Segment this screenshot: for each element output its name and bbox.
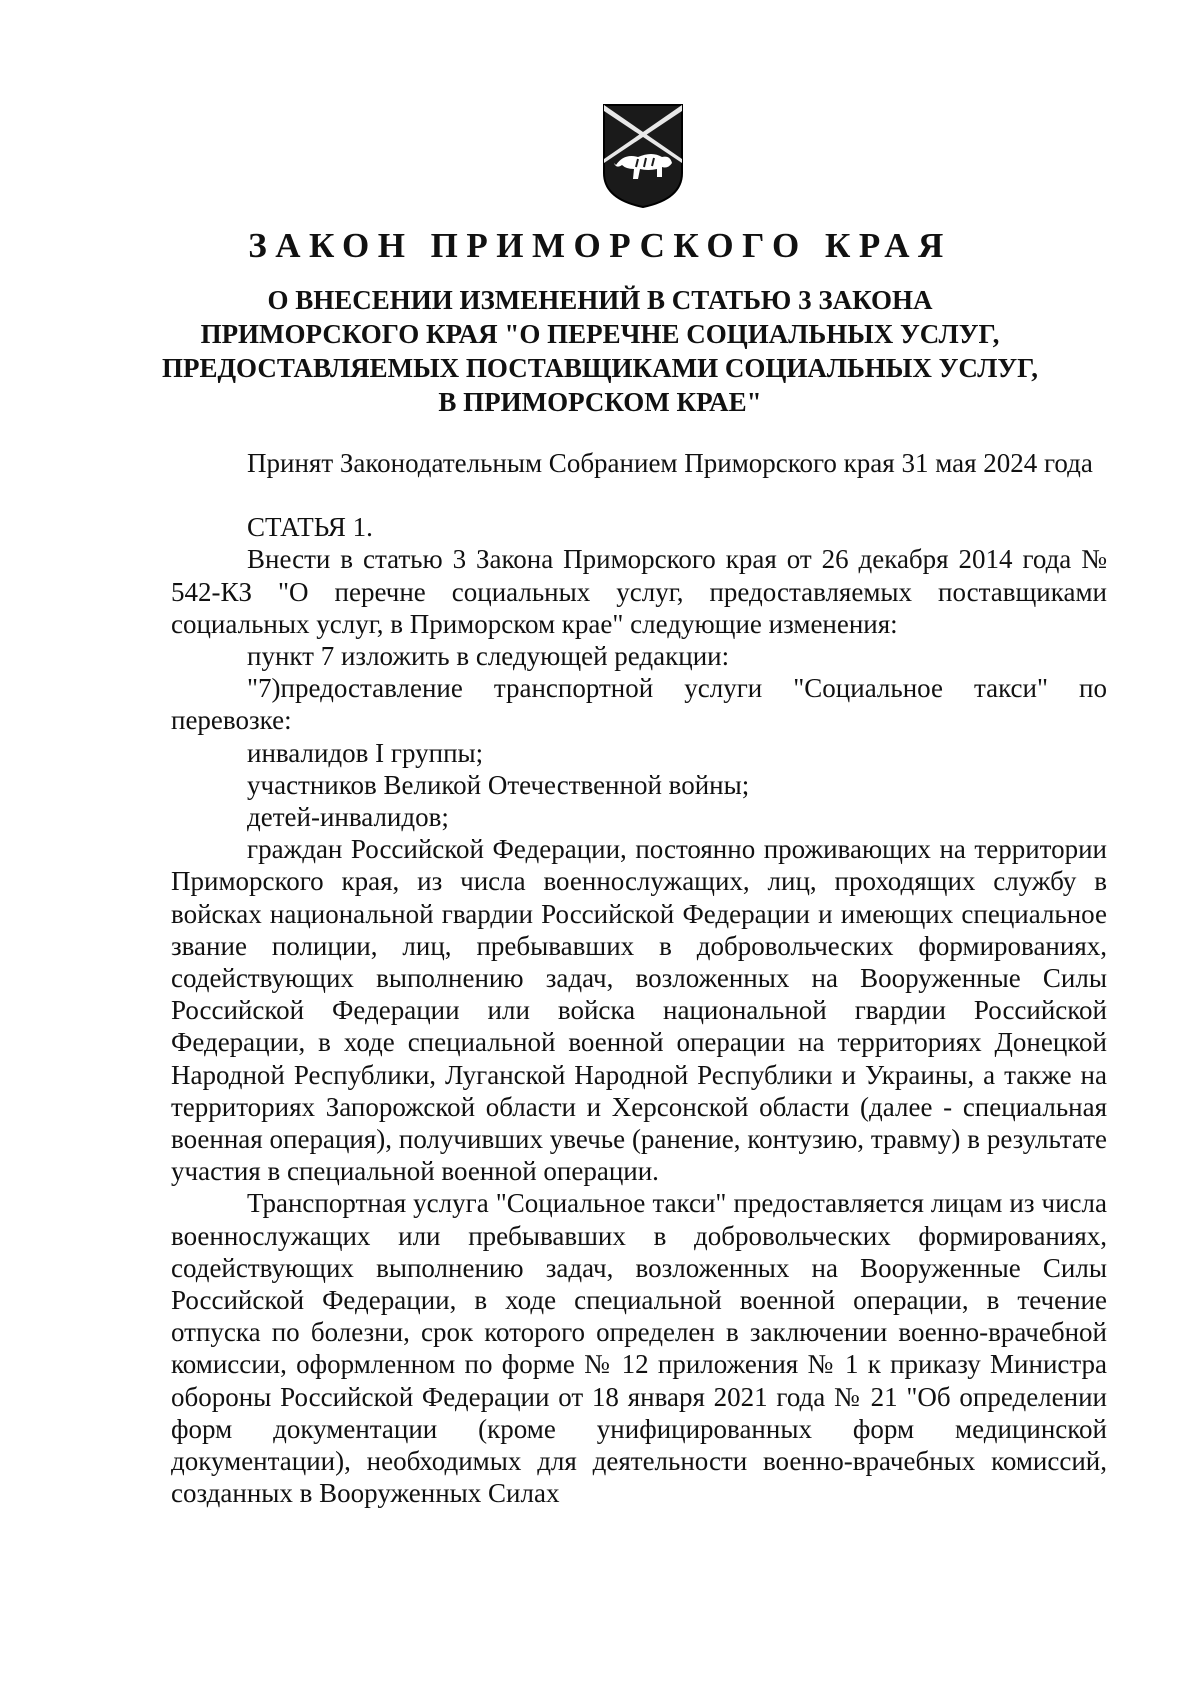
adoption-note: Принят Законодательным Собранием Приморского края 31 мая 2024 года bbox=[247, 448, 1093, 478]
subtitle-line: ПРИМОРСКОГО КРАЯ "О ПЕРЕЧНЕ СОЦИАЛЬНЫХ УСЛУГ, bbox=[200, 319, 1000, 349]
law-subtitle bbox=[150, 283, 1050, 419]
paragraph: пункт 7 изложить в следующей редакции: bbox=[247, 641, 730, 672]
list-item: инвалидов I группы; bbox=[247, 737, 484, 768]
law-title: ЗАКОН ПРИМОРСКОГО КРАЯ bbox=[248, 226, 952, 265]
list-item: участников Великой Отечественной войны; bbox=[247, 769, 750, 800]
primorsky-krai-coat-of-arms bbox=[602, 103, 684, 209]
article-heading: СТАТЬЯ 1. bbox=[247, 512, 373, 543]
paragraph: Внести в статью 3 Закона Приморского края от 26 декабря 2014 года № 542-КЗ "О перечне социальных услуг, предоставляемых поставщиками социальных услуг, в Приморском крае" следующие изменения: bbox=[171, 544, 1107, 639]
subtitle-line: В ПРИМОРСКОМ КРАЕ" bbox=[438, 387, 762, 417]
subtitle-line: ПРЕДОСТАВЛЯЕМЫХ ПОСТАВЩИКАМИ СОЦИАЛЬНЫХ УСЛУГ, bbox=[161, 353, 1039, 383]
list-item: граждан Российской Федерации, постоянно проживающих на территории Приморского края, из числа военнослужащих, лиц, проходящих службу в войсках национальной гвардии Российской Федерации и имеющих специальное звание полиции, лиц, пребывавших в добровольческих формированиях, содействующих выполнению задач, возложенных на Вооруженные Силы Российской Федерации или войска национальной гвардии Российской Федерации, в ходе специальной военной операции на территориях Донецкой Народной Республики, Луганской Народной Республики и Украины, а также на территориях Запорожской области и Херсонской области (далее - специальная военная операция), получивших увечье (ранение, контузию, травму) в результате участия в специальной военной операции. bbox=[171, 834, 1107, 1187]
paragraph: Транспортная услуга "Социальное такси" предоставляется лицам из числа военнослужащих или пребывавших в добровольческих формированиях, содействующих выполнению задач, возложенных на Вооруженные Силы Российской Федерации, в ходе специальной военной операции, в течение отпуска по болезни, срок которого определен в заключении военно-врачебной комиссии, оформленном по форме № 12 приложения № 1 к приказу Министра обороны Российской Федерации от 18 января 2021 года № 21 "Об определении форм документации (кроме унифицированных форм медицинской документации), необходимых для деятельности военно-врачебных комиссий, созданных в Вооруженных Силах bbox=[171, 1188, 1107, 1509]
law-body bbox=[171, 447, 1107, 1510]
subtitle-line: О ВНЕСЕНИИ ИЗМЕНЕНИЙ В СТАТЬЮ 3 ЗАКОНА bbox=[267, 285, 933, 315]
paragraph: "7)предоставление транспортной услуги "Социальное такси" по перевозке: bbox=[171, 673, 1107, 736]
list-item: детей-инвалидов; bbox=[247, 802, 449, 833]
